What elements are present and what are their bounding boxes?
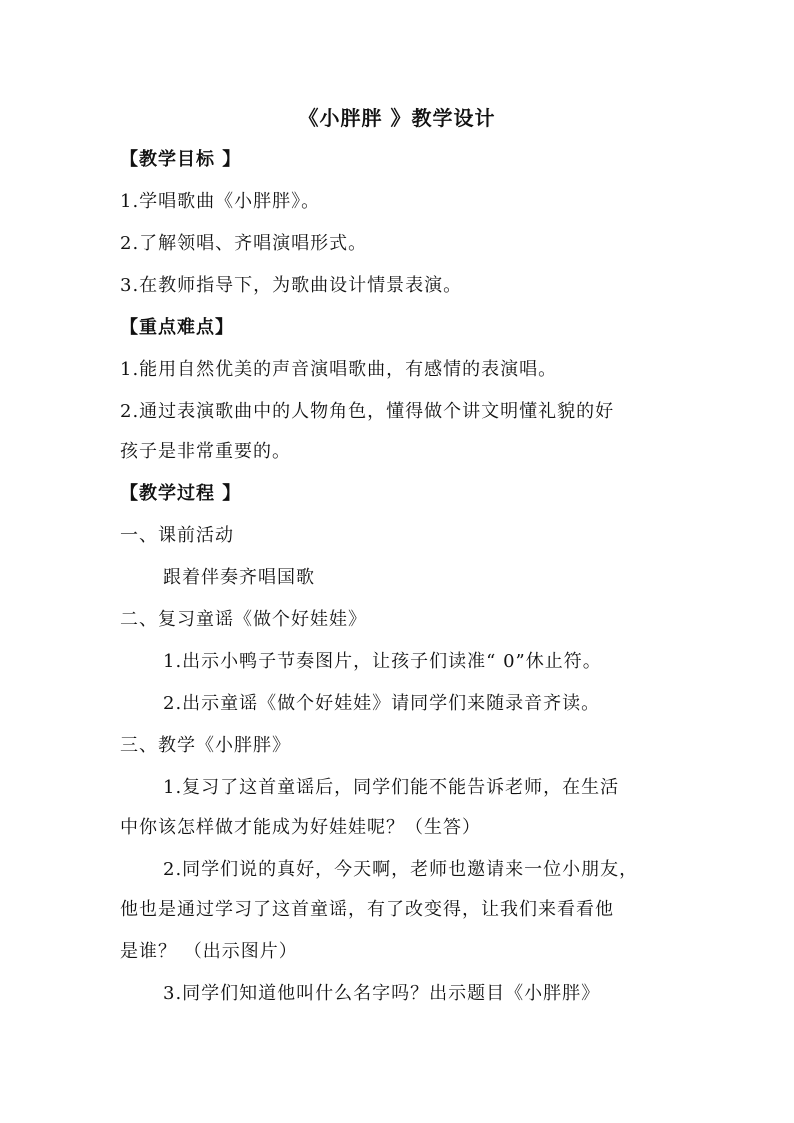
- key-points-heading: 【重点难点】: [120, 317, 234, 338]
- part1-body: 跟着伴奏齐唱国歌: [163, 567, 315, 588]
- part3-line-3: 2.同学们说的真好，今天啊，老师也邀请来一位小朋友，: [163, 859, 639, 880]
- objectives-heading: 【教学目标 】: [120, 149, 242, 170]
- part2-item-2: 2.出示童谣《做个好娃娃》请同学们来随录音齐读。: [163, 693, 601, 714]
- key-point-item-2-cont: 孩子是非常重要的。: [120, 441, 291, 462]
- objective-item-1: 1.学唱歌曲《小胖胖》。: [120, 191, 321, 212]
- document-title: 《小胖胖 》教学设计: [298, 106, 496, 130]
- objective-item-3: 3.在教师指导下，为歌曲设计情景表演。: [120, 275, 463, 296]
- key-point-item-1: 1.能用自然优美的声音演唱歌曲，有感情的表演唱。: [120, 359, 558, 380]
- part3-line-5: 是谁？ （出示图片）: [120, 941, 298, 962]
- key-point-item-2: 2.通过表演歌曲中的人物角色，懂得做个讲文明懂礼貌的好: [120, 401, 615, 422]
- part3-line-1: 1.复习了这首童谣后，同学们能不能告诉老师，在生活: [163, 777, 620, 798]
- part2-title: 二、复习童谣《做个好娃娃》: [120, 609, 367, 630]
- part3-line-2: 中你该怎样做才能成为好娃娃呢？（生答）: [120, 817, 481, 838]
- part1-title: 一、课前活动: [120, 525, 234, 546]
- part3-line-4: 他也是通过学习了这首童谣，有了改变得，让我们来看看他: [120, 899, 614, 920]
- part3-line-6: 3.同学们知道他叫什么名字吗？出示题目《小胖胖》: [163, 983, 601, 1004]
- process-heading: 【教学过程 】: [120, 483, 242, 504]
- part2-item-1: 1.出示小鸭子节奏图片，让孩子们读准“ 0”休止符。: [163, 651, 602, 672]
- objective-item-2: 2.了解领唱、齐唱演唱形式。: [120, 233, 368, 254]
- part3-title: 三、教学《小胖胖》: [120, 735, 291, 756]
